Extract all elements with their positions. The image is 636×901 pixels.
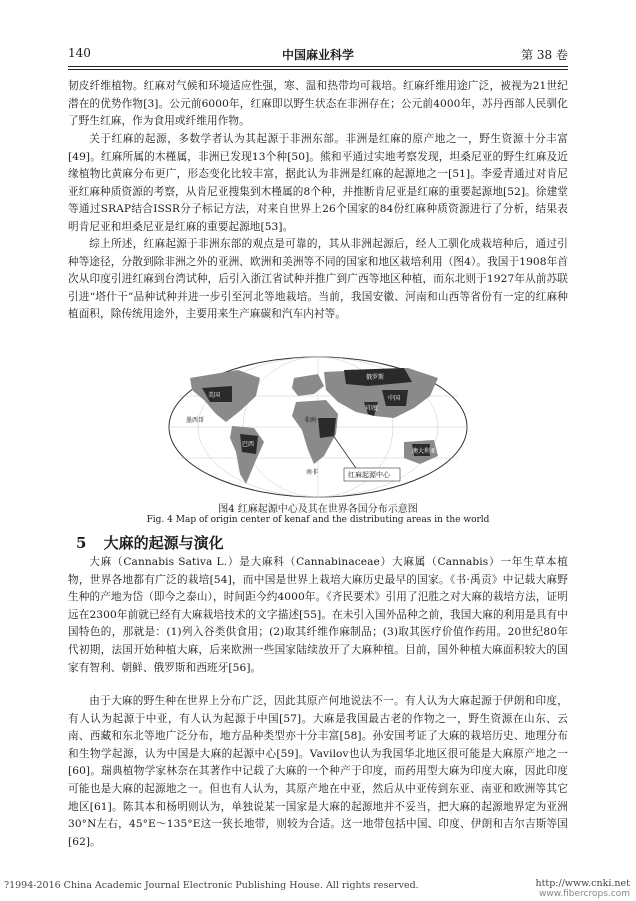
label-usa: 美国 — [208, 392, 221, 399]
label-russia: 俄罗斯 — [366, 374, 385, 381]
paragraph-hemp-intro: 大麻（Cannabis Sativa L.）是大麻科（Cannabinaceae）大麻属（Cannabis）一年生草本植物，世界各地都有广泛的栽培[54]，而中国是世界上栽培大麻历史最早的国家。《书·禹贡》中记载大麻野生种的产地为岱（即今之泰山），时间距今约4000年。《齐民要术》引用了氾胜之对大麻的栽培方法，证明远在2300年前就已经有大麻栽培技术的文字描述[55]。在未引入国外品种之前，我国大麻的利用是具有中国特色的，那就是：(1)列入谷类供食用；(2)取其纤维作麻制品；(3)取其医疗价值作药用。20世纪80年代初期，法国开始种植大麻，后来欧洲一些国家陆续放开了大麻种植。目前，国外种植大麻面积较大的国家有智利、朝鲜、俄罗斯和西班牙[56]。 — [68, 556, 568, 674]
label-india: 印度 — [366, 405, 379, 412]
label-africa: 非洲 — [304, 417, 317, 424]
source-url[interactable]: http://www.cnki.net — [535, 878, 630, 889]
page-header — [68, 46, 568, 64]
section-title: 大麻的起源与演化 — [103, 534, 224, 552]
copyright-notice: ?1994-2016 China Academic Journal Electronic Publishing House. All rights reserved. — [4, 880, 419, 891]
label-brazil: 巴西 — [242, 441, 255, 448]
paragraph-hemp-origin: 由于大麻的野生种在世界上分布广泛，因此其原产何地说法不一。有人认为大麻起源于伊朗和印度，有人认为起源于中亚，有人认为起源于中国[57]。大麻是我国最古老的作物之一，野生资源在山东、云南、西藏和东北等地广泛分布，地方品种类型亦十分丰富[58]。孙安国考证了大麻的栽培历史、地理分布和生物学起源，认为中国是大麻的起源中心[59]。Vavilov也认为我国华北地区很可能是大麻原产地之一[60]。瑞典植物学家林奈在其著作中记载了大麻的一个种产于印度，而药用型大麻为印度大麻，因此印度可能也是大麻的起源地之一。但也有人认为，其原产地在中亚，然后从中亚传到东亚、南亚和欧洲等其它地区[61]。陈其本和杨明则认为，单独说某一国家是大麻的起源地并不妥当，把大麻的起源地界定为亚洲30°N左右，45°E～135°E这一狭长地带，则较为合适。这一地带包括中国、印度、伊朗和吉尔吉斯等国[62]。 — [68, 695, 568, 848]
header-rule — [68, 66, 568, 67]
label-south-africa: 南非 — [306, 469, 319, 476]
figure-caption-zh: 图4 红麻起源中心及其在世界各国分布示意图 — [218, 504, 418, 515]
watermark: www.fibercrops.com — [539, 889, 630, 899]
label-mexico: 墨西哥 — [186, 417, 205, 424]
world-distribution-map — [168, 356, 468, 498]
paragraph-kenaf-summary: 综上所述，红麻起源于非洲东部的观点是可靠的，其从非洲起源后，经人工驯化成栽培种后，通过引种等途径，分散到除非洲之外的亚洲、欧洲和美洲等不同的国家和地区栽培利用（图4）。我国于1908年首次从印度引进红麻到台湾试种，后引入浙江省试种并推广到广西等地区种植，而东北则于1927年从前苏联引进“塔什干”品种试种并进一步引至河北等地栽培。当前，我国安徽、河南和山西等省份有一定的红麻种植面积，除传统用途外，主要用来生产麻碳和汽车内衬等。 — [68, 238, 568, 321]
section-heading — [76, 532, 224, 553]
paragraph-kenaf-intro: 韧皮纤维植物。红麻对气候和环境适应性强，寒、温和热带均可栽培。红麻纤维用途广泛，被视为21世纪潜在的优势作物[3]。公元前6000年，红麻即以野生状态在非洲存在；公元前4000年，苏丹西部人民驯化了野生红麻，作为食用或纤维用作物。 — [68, 80, 568, 128]
paragraph-kenaf-origin: 关于红麻的起源，多数学者认为其起源于非洲东部。非洲是红麻的原产地之一，野生资源十分丰富[49]。红麻所属的木槿属，非洲已发现13个种[50]。熊和平通过实地考察发现，坦桑尼亚的野生红麻及近缘植物比黄麻分布更广，形态变化比较丰富，据此认为非洲是红麻的起源地之一[51]。李爱青通过对肯尼亚红麻种质资源的考察，从肯尼亚搜集到木槿属的8个种，并推断肯尼亚是红麻的重要起源地[52]。徐建堂等通过SRAP结合ISSR分子标记方法，对来自世界上26个国家的84份红麻种质资源进行了分析，结果表明肯尼亚和坦桑尼亚是红麻的重要起源地[53]。 — [68, 133, 568, 233]
header-rule-thin — [68, 69, 568, 70]
label-origin-center: 红麻起源中心 — [348, 471, 390, 479]
section-number: 5 — [76, 534, 87, 552]
page-number: 140 — [68, 46, 91, 60]
figure-caption-en: Fig. 4 Map of origin center of kenaf and the distributing areas in the world — [146, 515, 490, 525]
label-china: 中国 — [388, 395, 401, 402]
journal-title: 中国麻业科学 — [281, 48, 354, 62]
volume-label: 第 38 卷 — [521, 48, 568, 62]
label-australia: 澳大利亚 — [412, 448, 437, 455]
